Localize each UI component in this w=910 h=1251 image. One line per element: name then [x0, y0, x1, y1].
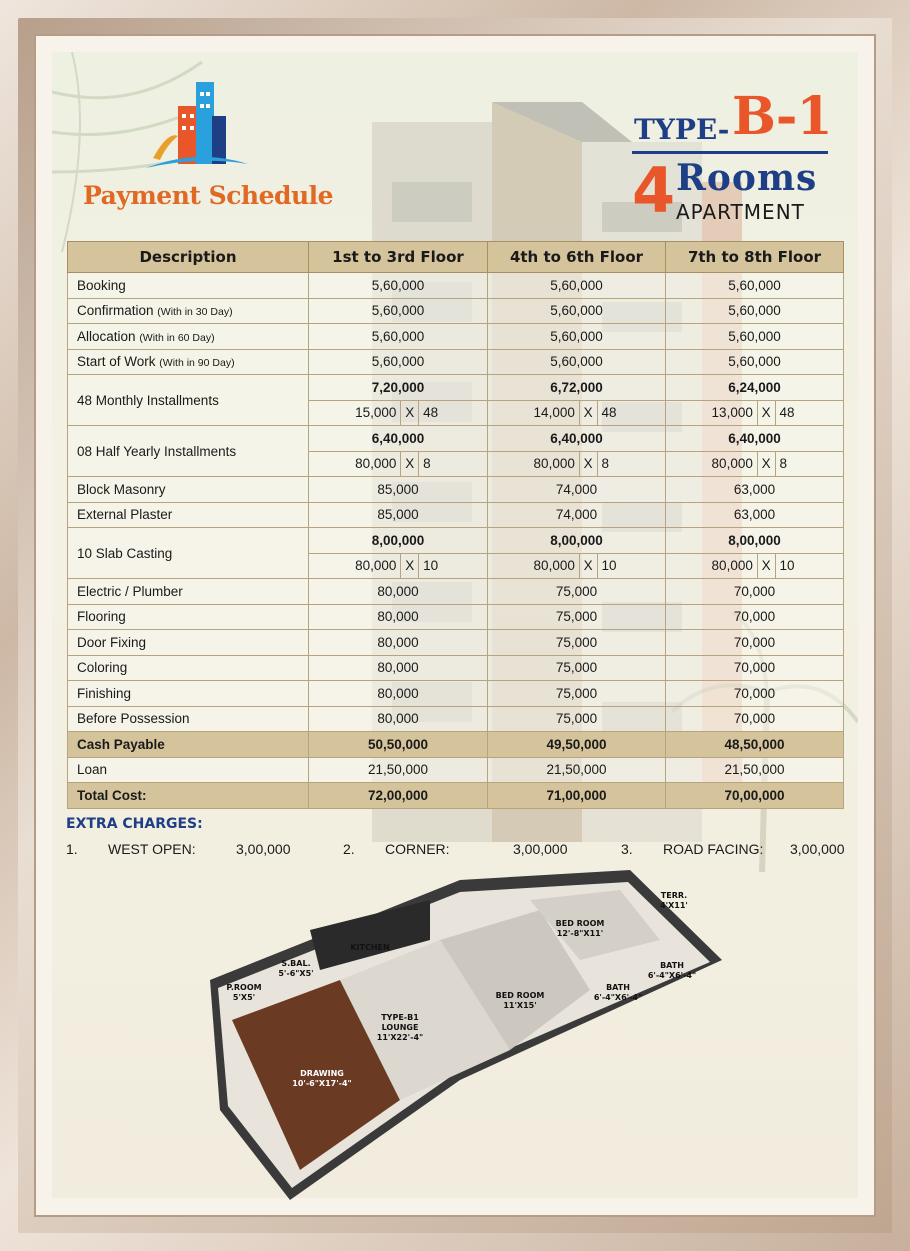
row-label-48-monthly-installments: 48 Monthly Installments	[68, 375, 309, 426]
rooms-label: Rooms	[676, 157, 818, 199]
breakdown-multiplier: X	[758, 452, 776, 477]
cell-breakdown	[309, 400, 488, 426]
row-label-08-half-yearly-installments: 08 Half Yearly Installments	[68, 426, 309, 477]
row-label-text: Booking	[77, 277, 126, 293]
breakdown-multiplier: X	[758, 554, 776, 579]
room-label: BED ROOM	[495, 991, 545, 1000]
extra-charge-num: 2.	[343, 841, 355, 857]
cell-breakdown	[666, 553, 844, 579]
cell-value: 5,60,000	[309, 298, 488, 324]
row-label-coloring	[68, 655, 309, 681]
table-row	[68, 681, 844, 707]
extra-charge-label: ROAD FACING:	[663, 841, 764, 857]
table-row	[68, 783, 844, 809]
cell-total: 7,20,000	[309, 375, 488, 401]
cell-breakdown	[488, 400, 666, 426]
cell-value: 72,00,000	[309, 783, 488, 809]
table-header-row	[68, 242, 844, 273]
cell-value: 70,000	[666, 579, 844, 605]
row-label-text: Cash Payable	[77, 736, 165, 752]
cell-breakdown	[666, 400, 844, 426]
cell-value: 70,000	[666, 655, 844, 681]
cell-total: 6,72,000	[488, 375, 666, 401]
cell-value: 71,00,000	[488, 783, 666, 809]
room-label: DRAWING	[300, 1069, 344, 1078]
cell-total: 8,00,000	[488, 528, 666, 554]
breakdown-count: 48	[423, 405, 439, 421]
table-row	[68, 502, 844, 528]
table-row	[68, 630, 844, 656]
room-size: 5'X5'	[232, 993, 256, 1002]
extra-charge-num: 1.	[66, 841, 78, 857]
table-row	[68, 273, 844, 299]
row-label-text: Block Masonry	[77, 481, 166, 497]
floor-plan-3d	[210, 870, 722, 1200]
cell-total: 6,24,000	[666, 375, 844, 401]
cell-value: 80,000	[309, 630, 488, 656]
row-label-door-fixing	[68, 630, 309, 656]
type-code: B-1	[732, 86, 832, 147]
breakdown-count: 10	[601, 558, 617, 574]
type-prefix: TYPE-	[634, 113, 730, 146]
row-label-start-of-work	[68, 349, 309, 375]
cell-value: 63,000	[666, 502, 844, 528]
breakdown-count: 10	[779, 558, 795, 574]
breakdown-count: 10	[423, 558, 439, 574]
cell-value: 75,000	[488, 604, 666, 630]
cell-value: 80,000	[309, 604, 488, 630]
table-row	[68, 349, 844, 375]
cell-value: 5,60,000	[309, 273, 488, 299]
row-label-confirmation	[68, 298, 309, 324]
extra-charges-title: EXTRA CHARGES:	[66, 816, 203, 832]
cell-value: 63,000	[666, 477, 844, 503]
cell-value: 5,60,000	[666, 324, 844, 350]
breakdown-amount: 80,000	[488, 452, 580, 477]
room-label: BATH	[606, 983, 630, 992]
cell-breakdown	[488, 451, 666, 477]
payment-schedule-table	[67, 241, 844, 809]
cell-total: 6,40,000	[666, 426, 844, 452]
room-label: LOUNGE	[381, 1023, 419, 1032]
cell-value: 5,60,000	[488, 324, 666, 350]
cell-value: 70,000	[666, 630, 844, 656]
cell-total: 6,40,000	[488, 426, 666, 452]
breakdown-amount: 13,000	[666, 401, 758, 426]
cell-value: 75,000	[488, 630, 666, 656]
room-size: 5'-6"X5'	[278, 969, 314, 978]
room-label: BATH	[660, 961, 684, 970]
row-label-text: Finishing	[77, 685, 132, 701]
row-label-text: Before Possession	[77, 711, 190, 727]
extra-charge-amount: 3,00,000	[513, 841, 568, 857]
cell-value: 70,000	[666, 604, 844, 630]
room-label: BED ROOM	[555, 919, 605, 928]
row-label-text: Flooring	[77, 609, 126, 625]
cell-value: 70,000	[666, 681, 844, 707]
cell-total: 8,00,000	[666, 528, 844, 554]
row-label-electric-plumber	[68, 579, 309, 605]
row-label-text: Start of Work	[77, 354, 156, 370]
row-label-loan	[68, 757, 309, 783]
breakdown-amount: 80,000	[309, 554, 401, 579]
payment-schedule-title: Payment Schedule	[83, 181, 334, 210]
breakdown-count: 48	[601, 405, 617, 421]
cell-value: 75,000	[488, 655, 666, 681]
row-label-text: Confirmation	[77, 303, 154, 319]
table-row	[68, 655, 844, 681]
table-row	[68, 426, 844, 452]
table-row	[68, 298, 844, 324]
extra-charge-num: 3.	[621, 841, 633, 857]
breakdown-multiplier: X	[401, 554, 419, 579]
breakdown-multiplier: X	[401, 401, 419, 426]
breakdown-amount: 14,000	[488, 401, 580, 426]
cell-value: 5,60,000	[309, 324, 488, 350]
room-size: 11'X22'-4"	[376, 1033, 424, 1042]
cell-value: 85,000	[309, 502, 488, 528]
row-label-note: (With in 30 Day)	[157, 306, 233, 319]
cell-value: 70,000	[666, 706, 844, 732]
table-row	[68, 604, 844, 630]
cell-total: 6,40,000	[309, 426, 488, 452]
breakdown-multiplier: X	[580, 452, 598, 477]
column-header-floor-7-8: 7th to 8th Floor	[666, 242, 844, 273]
room-label: KITCHEN	[350, 943, 390, 952]
cell-breakdown	[666, 451, 844, 477]
breakdown-count: 8	[779, 456, 788, 472]
extra-charge-label: WEST OPEN:	[108, 841, 196, 857]
row-label-cash-payable	[68, 732, 309, 758]
cell-value: 80,000	[309, 579, 488, 605]
table-row	[68, 375, 844, 401]
cell-value: 70,00,000	[666, 783, 844, 809]
breakdown-multiplier: X	[758, 401, 776, 426]
cell-value: 48,50,000	[666, 732, 844, 758]
row-label-text: Door Fixing	[77, 634, 147, 650]
room-size: 6'-4"X6'-4"	[647, 971, 697, 980]
cell-value: 80,000	[309, 706, 488, 732]
row-label-total-cost	[68, 783, 309, 809]
cell-value: 5,60,000	[488, 349, 666, 375]
breakdown-amount: 15,000	[309, 401, 401, 426]
row-label-before-possession	[68, 706, 309, 732]
breakdown-amount: 80,000	[309, 452, 401, 477]
breakdown-amount: 80,000	[666, 554, 758, 579]
breakdown-multiplier: X	[401, 452, 419, 477]
room-label: TERR.	[660, 891, 688, 900]
row-label-text: Total Cost:	[77, 787, 147, 803]
cell-value: 74,000	[488, 477, 666, 503]
breakdown-amount: 80,000	[488, 554, 580, 579]
cell-breakdown	[309, 451, 488, 477]
room-size: 12'-8"X11'	[556, 929, 604, 938]
breakdown-count: 8	[601, 456, 610, 472]
column-header-floor-1-3: 1st to 3rd Floor	[309, 242, 488, 273]
room-label: S.BAL.	[281, 959, 311, 968]
room-size: 11'X15'	[503, 1001, 537, 1010]
cell-value: 75,000	[488, 681, 666, 707]
cell-total: 8,00,000	[309, 528, 488, 554]
table-row	[68, 732, 844, 758]
breakdown-multiplier: X	[580, 554, 598, 579]
cell-value: 75,000	[488, 706, 666, 732]
row-label-text: Coloring	[77, 660, 128, 676]
extra-charge-amount: 3,00,000	[790, 841, 845, 857]
cell-value: 75,000	[488, 579, 666, 605]
row-label-note: (With in 60 Day)	[139, 331, 215, 344]
cell-value: 5,60,000	[488, 273, 666, 299]
row-label-text: Allocation	[77, 328, 136, 344]
row-label-block-masonry	[68, 477, 309, 503]
cell-value: 49,50,000	[488, 732, 666, 758]
cell-breakdown	[488, 553, 666, 579]
cell-value: 21,50,000	[309, 757, 488, 783]
extra-charge-label: CORNER:	[385, 841, 450, 857]
row-label-text: Loan	[77, 762, 108, 778]
table-row	[68, 579, 844, 605]
row-label-text: External Plaster	[77, 507, 173, 523]
row-label-finishing	[68, 681, 309, 707]
breakdown-amount: 80,000	[666, 452, 758, 477]
apartment-label: APARTMENT	[676, 200, 805, 224]
room-size: 6'-4"X6'-4"	[593, 993, 643, 1002]
cell-value: 21,50,000	[666, 757, 844, 783]
cell-value: 5,60,000	[488, 298, 666, 324]
breakdown-multiplier: X	[580, 401, 598, 426]
column-header-floor-4-6: 4th to 6th Floor	[488, 242, 666, 273]
table-row	[68, 757, 844, 783]
company-logo	[98, 76, 248, 176]
row-label-booking	[68, 273, 309, 299]
cell-value: 21,50,000	[488, 757, 666, 783]
cell-value: 5,60,000	[666, 273, 844, 299]
cell-breakdown	[309, 553, 488, 579]
cell-value: 5,60,000	[666, 298, 844, 324]
cell-value: 50,50,000	[309, 732, 488, 758]
room-label: TYPE-B1	[381, 1013, 419, 1022]
row-label-allocation	[68, 324, 309, 350]
row-label-flooring	[68, 604, 309, 630]
extra-charge-amount: 3,00,000	[236, 841, 291, 857]
cell-value: 80,000	[309, 655, 488, 681]
table-row	[68, 324, 844, 350]
row-label-10-slab-casting: 10 Slab Casting	[68, 528, 309, 579]
table-row	[68, 477, 844, 503]
breakdown-count: 8	[423, 456, 431, 472]
row-label-external-plaster	[68, 502, 309, 528]
cell-value: 80,000	[309, 681, 488, 707]
room-size: 4'X11'	[660, 901, 688, 910]
room-label: P.ROOM	[226, 983, 262, 992]
column-header-description: Description	[68, 242, 309, 273]
cell-value: 74,000	[488, 502, 666, 528]
breakdown-count: 48	[779, 405, 795, 421]
rooms-number: 4	[632, 154, 676, 227]
table-row	[68, 706, 844, 732]
row-label-note: (With in 90 Day)	[159, 357, 235, 370]
cell-value: 5,60,000	[666, 349, 844, 375]
row-label-text: Electric / Plumber	[77, 583, 183, 599]
cell-value: 85,000	[309, 477, 488, 503]
table-row	[68, 528, 844, 554]
room-size: 10'-6"X17'-4"	[292, 1079, 352, 1088]
cell-value: 5,60,000	[309, 349, 488, 375]
